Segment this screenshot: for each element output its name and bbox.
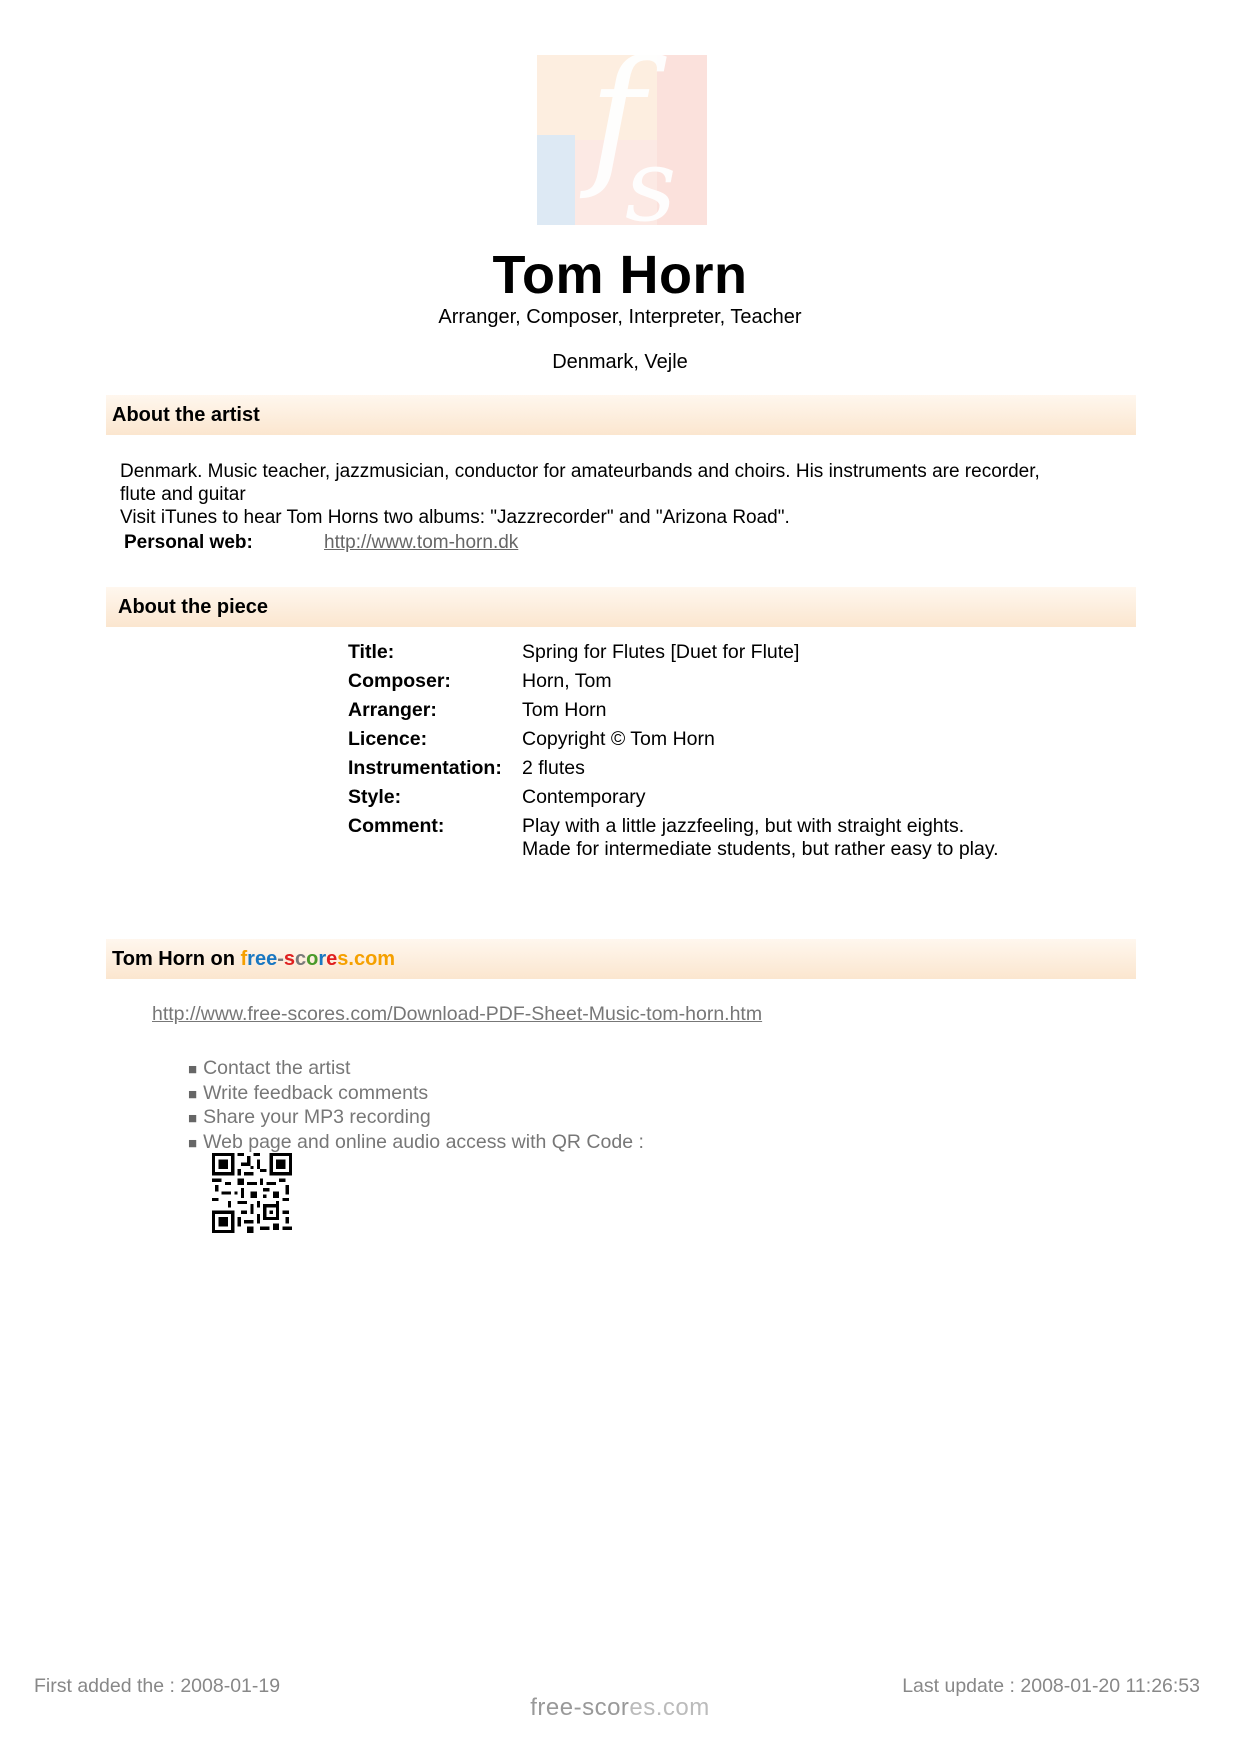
- section-title: About the piece: [118, 596, 269, 618]
- personal-web-label: Personal web:: [124, 532, 253, 553]
- first-added-date: First added the : 2008-01-19: [34, 1675, 281, 1697]
- free-scores-brand: [241, 948, 396, 970]
- bio-paragraph: Denmark. Music teacher, jazzmusician, conductor for amateurbands and choirs. His instruments are recorder, flute and guitar: [120, 461, 1040, 505]
- piece-row-licence: [348, 725, 999, 754]
- last-update-date: Last update : 2008-01-20 11:26:53: [902, 1675, 1200, 1697]
- section-title: Tom Horn on: [112, 948, 241, 970]
- piece-row-arranger: [348, 696, 999, 725]
- svg-text:s: s: [625, 127, 677, 225]
- field-label: Comment:: [348, 815, 445, 837]
- section-title: About the artist: [112, 404, 260, 426]
- qr-code-icon: [212, 1153, 292, 1233]
- list-item: ■ Contact the artist: [188, 1057, 644, 1082]
- section-header-about-artist: [106, 395, 1136, 435]
- piece-row-style: [348, 783, 999, 812]
- svg-text:f: f: [589, 55, 645, 203]
- field-label: Title:: [348, 641, 395, 663]
- fs-logo-icon: [537, 55, 707, 225]
- piece-row-instrumentation: [348, 754, 999, 783]
- field-value: Contemporary: [522, 786, 646, 808]
- brand-part: f: [240, 948, 248, 970]
- field-label: Arranger:: [348, 699, 437, 721]
- field-label: Style:: [348, 786, 402, 808]
- personal-web-row: [124, 532, 518, 554]
- brand-part: .com: [348, 948, 396, 970]
- personal-web-link[interactable]: http://www.tom-horn.dk: [324, 532, 519, 553]
- brand-part: s: [337, 948, 349, 970]
- field-label: Composer:: [348, 670, 451, 692]
- piece-row-title: [348, 638, 999, 667]
- piece-row-comment: [348, 812, 999, 861]
- brand-part: -: [277, 948, 284, 970]
- brand-part: s: [283, 948, 295, 970]
- field-value: Tom Horn: [522, 699, 607, 721]
- footer-logo-text: es.com: [629, 1694, 710, 1721]
- footer-logo-text: free-scor: [530, 1694, 630, 1721]
- piece-row-composer: [348, 667, 999, 696]
- comment-line: Made for intermediate students, but rather easy to play.: [522, 838, 999, 860]
- list-item: ■ Web page and online audio access with QR Code :: [188, 1131, 644, 1156]
- brand-part: r: [318, 948, 327, 970]
- section-header-free-scores: [106, 939, 1136, 979]
- field-value: [522, 812, 999, 861]
- field-value: Spring for Flutes [Duet for Flute]: [522, 641, 800, 663]
- field-value: 2 flutes: [522, 757, 585, 779]
- brand-part: c: [295, 948, 307, 970]
- field-value: Horn, Tom: [522, 670, 612, 692]
- free-scores-artist-link[interactable]: http://www.free-scores.com/Download-PDF-Sheet-Music-tom-horn.htm: [152, 1003, 763, 1025]
- free-scores-footer-logo: [0, 1694, 1240, 1722]
- free-scores-features-list: [188, 1057, 644, 1155]
- artist-name: Tom Horn: [492, 245, 748, 305]
- artist-location: Denmark, Vejle: [552, 351, 688, 373]
- brand-part: e: [326, 948, 338, 970]
- artist-roles: Arranger, Composer, Interpreter, Teacher: [438, 306, 802, 328]
- list-item: ■ Write feedback comments: [188, 1082, 644, 1107]
- artist-bio: [120, 460, 1080, 529]
- section-header-about-piece: [106, 587, 1136, 627]
- field-label: Licence:: [348, 728, 428, 750]
- brand-part: ree: [247, 948, 278, 970]
- brand-part: o: [306, 948, 319, 970]
- comment-line: Play with a little jazzfeeling, but with straight eights.: [522, 815, 965, 837]
- field-value: Copyright © Tom Horn: [522, 728, 715, 750]
- list-item: ■ Share your MP3 recording: [188, 1106, 644, 1131]
- bio-paragraph: Visit iTunes to hear Tom Horns two albums: "Jazzrecorder" and "Arizona Road".: [120, 507, 790, 528]
- field-label: Instrumentation:: [348, 757, 502, 779]
- piece-details-table: [348, 638, 999, 861]
